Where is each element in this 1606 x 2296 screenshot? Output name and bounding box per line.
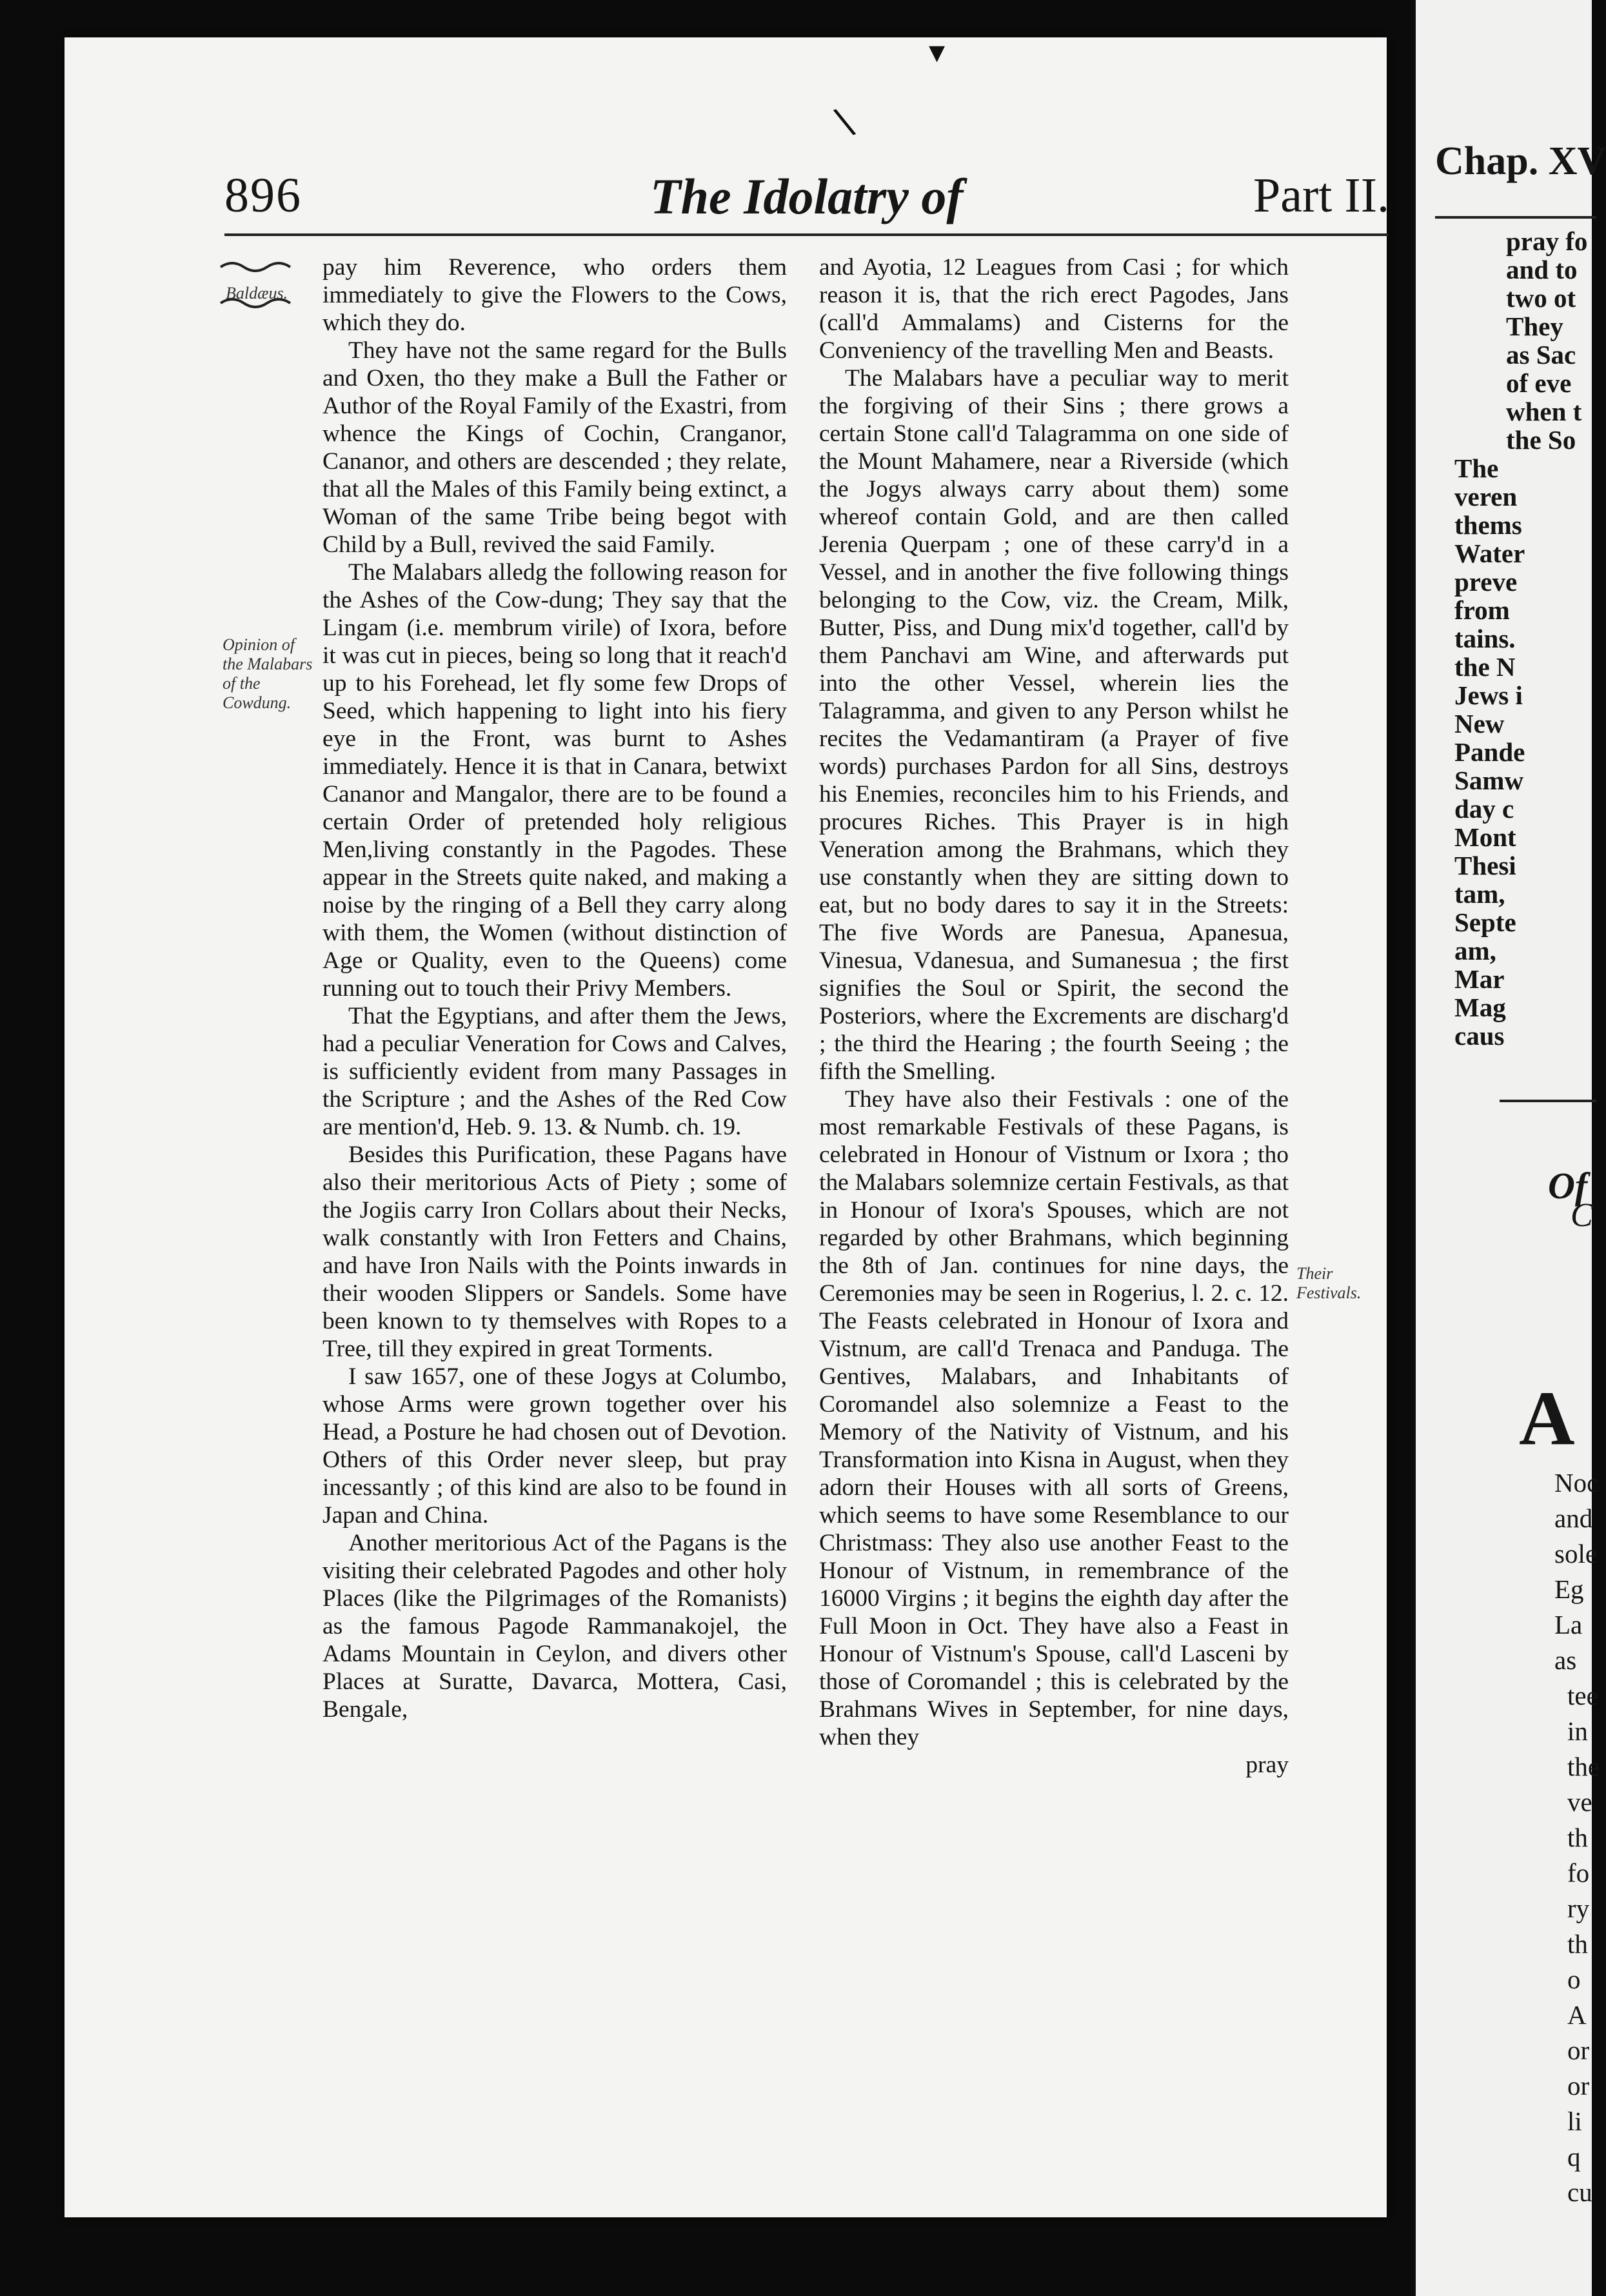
running-title: The Idolatry of xyxy=(650,168,964,224)
right-page-line: and xyxy=(1554,1503,1593,1533)
right-page-line: tam, xyxy=(1454,879,1505,909)
right-page-heading-fragment-2: C xyxy=(1571,1197,1593,1234)
paragraph: pay him Reverence, who orders them immediately to give the Flowers to the Cows, which they do. xyxy=(322,254,787,336)
part-label: Part II. xyxy=(1253,168,1390,223)
paragraph: Another meritorious Act of the Pagans is the visiting their celebrated Pagodes and other holy Places (like the Pilgrimages of the Romanists) as the famous Pagode Rammanakojel, the Adams Mountain in Ceylon, and divers other Places at Suratte, Davarca, Mottera, Casi, Bengale, xyxy=(322,1530,787,1723)
catchword: pray xyxy=(1245,1752,1289,1778)
paragraph: They have not the same regard for the Bulls and Oxen, tho they make a Bull the Father or Author of the Royal Family of the Exastri, from whence the Kings of Cochin, Cranganor, Cananor, and others are descended ; they relate, that all the Males of this Family being extinct, a Woman of the same Tribe being begot with Child by a Bull, revived the said Family. xyxy=(322,337,787,558)
right-page-line: A xyxy=(1567,2000,1587,2030)
right-page-line: when t xyxy=(1506,397,1582,426)
right-page-line: Pande xyxy=(1454,737,1525,767)
right-page-line: Mar xyxy=(1454,964,1505,994)
right-page-section-rule xyxy=(1500,1100,1596,1102)
paragraph: The Malabars have a peculiar way to merit the forgiving of their Sins ; there grows a certain Stone call'd Talagramma on one side of the Mount Mahamere, near a Riverside (which the Jogys always carry about them) some whereof contain Gold, and are then called Jerenia Querpam ; one of these carry'd in a Vessel, and in another the five following things belonging to the Cow, viz. the Cream, Milk, Butter, Piss, and Dung mix'd together, call'd by them Panchavi am Wine, and afterwards put into the other Vessel, wherein lies the Talagramma, and given to any Person whilst he recites the Vedamantiram (a Prayer of five words) purchases Pardon for all Sins, destroys his Enemies, reconciles him to his Friends, and procures Riches. This Prayer is in high Veneration among the Brahmans, which they use constantly when they are sitting down to eat, but no body dares to say it in the Streets: The five Words are Panesua, Apanesua, Vinesua, Vdanesua, and Sumanesua ; the first signifies the Soul or Spirit, the second the Posteriors, where the Excrements are discharg'd ; the third the Hearing ; the fourth Seeing ; the fifth the Smelling. xyxy=(819,365,1289,1085)
right-page-line: preve xyxy=(1454,567,1518,597)
right-page-line: from xyxy=(1454,595,1510,625)
right-page-line: Thesi xyxy=(1454,851,1516,880)
right-page-line: the So xyxy=(1506,425,1576,455)
margin-note-festivals: Their Festivals. xyxy=(1296,1264,1362,1302)
right-page-line: They xyxy=(1506,312,1563,341)
drop-cap: A xyxy=(1519,1375,1575,1461)
right-page-line: q xyxy=(1567,2142,1581,2172)
right-page-line: The xyxy=(1454,453,1499,483)
margin-note-opinion: Opinion of the Malabars of the Cowdung. xyxy=(223,635,313,712)
right-page-line: Mag xyxy=(1454,993,1506,1022)
margin-note-author: Baldæus. xyxy=(226,284,288,302)
ink-mark: ▾ xyxy=(929,34,946,70)
text-column-left xyxy=(322,253,787,1723)
paragraph: and Ayotia, 12 Leagues from Casi ; for which reason it is, that the rich erect Pagodes, Jans (call'd Ammalams) and Cisterns for the Conveniency of the travelling Men and Beasts. xyxy=(819,254,1289,364)
right-page-line: Jews i xyxy=(1454,680,1523,710)
right-page-line: th xyxy=(1567,1929,1588,1959)
paragraph: That the Egyptians, and after them the Jews, had a peculiar Veneration for Cows and Calves, is sufficiently evident from many Passages in the Scripture ; and the Ashes of the Red Cow are mention'd, Heb. 9. 13. & Numb. ch. 19. xyxy=(322,1003,787,1140)
book-page-right-partial xyxy=(1416,0,1606,2296)
page-number: 896 xyxy=(224,168,302,223)
right-page-line: li xyxy=(1567,2106,1582,2136)
right-page-line: the N xyxy=(1454,652,1516,682)
right-page-line: Eg xyxy=(1554,1574,1584,1604)
ink-mark: \ xyxy=(830,97,859,148)
right-page-line: as xyxy=(1554,1645,1577,1675)
right-page-heading-fragment-1: Of xyxy=(1548,1165,1588,1207)
paragraph: I saw 1657, one of these Jogys at Columbo, whose Arms were grown together over his Head, a Posture he had chosen out of Devotion. Others of this Order never sleep, but pray incessantly ; of this kind are also to be found in Japan and China. xyxy=(322,1363,787,1529)
right-page-line: fo xyxy=(1567,1858,1590,1888)
right-page-line: and to xyxy=(1506,255,1578,284)
right-page-line: Samw xyxy=(1454,766,1524,795)
right-page-line: the xyxy=(1567,1752,1600,1781)
right-page-line: Water xyxy=(1454,539,1525,568)
header-rule xyxy=(224,233,1389,236)
right-page-line: cu xyxy=(1567,2177,1592,2207)
right-page-header-rule xyxy=(1435,216,1596,219)
right-page-line: as Sac xyxy=(1506,340,1576,370)
right-page-line: day c xyxy=(1454,794,1514,824)
right-page-line: th xyxy=(1567,1823,1588,1852)
right-page-line: veren xyxy=(1454,482,1518,511)
right-page-line: tains. xyxy=(1454,624,1516,653)
right-page-chapter-heading: Chap. XV xyxy=(1435,139,1606,183)
right-page-line: in xyxy=(1567,1716,1588,1746)
right-page-line: New xyxy=(1454,709,1505,738)
right-page-line: thems xyxy=(1454,510,1522,540)
right-page-line: o xyxy=(1567,1964,1581,1994)
paragraph: Besides this Purification, these Pagans have also their meritorious Acts of Piety ; some of the Jogiis carry Iron Collars about their Necks, walk constantly with Iron Fetters and Chains, and have Iron Nails with the Points inwards in their wooden Slippers or Sandels. Some have been known to ty themselves with Ropes to a Tree, till they expired in great Torments. xyxy=(322,1142,787,1362)
right-page-line: Mont xyxy=(1454,822,1516,852)
right-page-line: or xyxy=(1567,2035,1590,2065)
right-page-line: tee xyxy=(1567,1681,1598,1710)
right-page-line: caus xyxy=(1454,1021,1505,1051)
right-page-line: Septe xyxy=(1454,907,1516,937)
text-column-right xyxy=(819,253,1289,1779)
right-page-line: pray fo xyxy=(1506,226,1588,256)
paragraph: The Malabars alledg the following reason for the Ashes of the Cow-dung; They say that the Lingam (i.e. membrum virile) of Ixora, before it was cut in pieces, being so long that it reach'd up to his Forehead, let fly some few Drops of Seed, which happening to light into his fiery eye in the Front, was burnt to Ashes immediately. Hence it is that in Canara, betwixt Cananor and Mangalor, there are to be found a certain Order of pretended holy religious Men,living constantly in the Pagodes. These appear in the Streets quite naked, and making a noise by the ringing of a Bell they carry along with them, the Women (without distinction of Age or Quality, even to the Queens) come running out to touch their Privy Members. xyxy=(322,559,787,1002)
right-page-line: sole xyxy=(1554,1539,1598,1569)
right-page-line: ry xyxy=(1567,1894,1590,1923)
right-page-line: or xyxy=(1567,2071,1590,2101)
paragraph: They have also their Festivals : one of the most remarkable Festivals of these Pagans, is celebrated in Honour of Vistnum or Ixora ; tho the Malabars solemnize certain Festivals, as that in Honour of Ixora's Spouses, which are not regarded by other Brahmans, which beginning the 8th of Jan. continues for nine days, the Ceremonies may be seen in Rogerius, l. 2. c. 12. The Feasts celebrated in Honour of Ixora and Vistnum, are call'd Trenaca and Panduga. The Gentives, Malabars, and Inhabitants of Coromandel also solemnize a Feast to the Memory of the Nativity of Vistnum, and his Transformation into Kisna in August, when they adorn their Houses with all sorts of Greens, which seems to have some Resemblance to our Christmass: They also use another Feast to the Honour of Vistnum, in remembrance of the 16000 Virgins ; it begins the eighth day after the Full Moon in Oct. They have also a Feast in Honour of Vistnum's Spouse, call'd Lasceni by those of Coromandel ; this is celebrated by the Brahmans Wives in September, for nine days, when they xyxy=(819,1086,1289,1750)
right-page-line: of eve xyxy=(1506,368,1572,398)
right-page-line: Noc xyxy=(1554,1468,1599,1498)
right-page-line: La xyxy=(1554,1610,1583,1639)
right-page-line: am, xyxy=(1454,936,1496,965)
running-header xyxy=(224,168,1390,224)
right-page-line: ve xyxy=(1567,1787,1592,1817)
right-page-line: two ot xyxy=(1506,283,1576,313)
